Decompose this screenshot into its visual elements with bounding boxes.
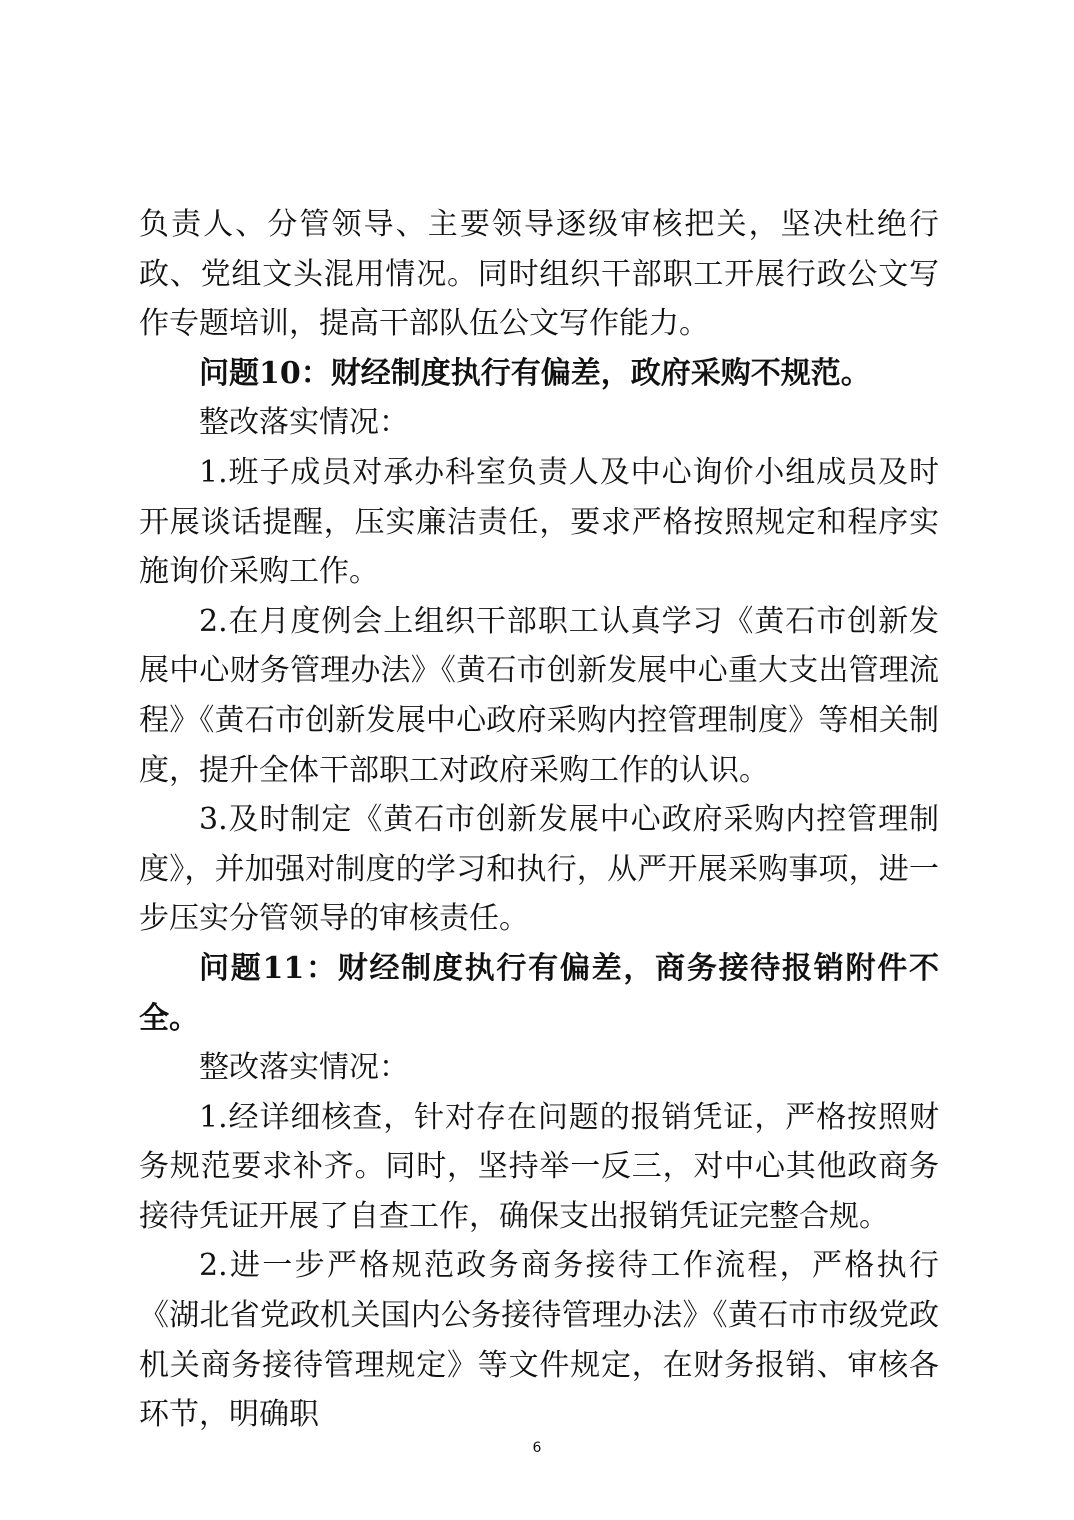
rectification-label: 整改落实情况： xyxy=(199,1050,409,1086)
document-body xyxy=(139,200,939,1440)
page-number: 6 xyxy=(532,1440,542,1456)
issue-10-heading: 问题10：财经制度执行有偏差，政府采购不规范。 xyxy=(199,355,871,391)
issue-10-item-2: 2.在月度例会上组织干部职工认真学习《黄石市创新发展中心财务管理办法》《黄石市创新发展中心重大支出管理流程》《黄石市创新发展中心政府采购内控管理制度》等相关制度，提升全体干部职工对政府采购工作的认识。 xyxy=(139,603,939,788)
rectification-label: 整改落实情况： xyxy=(199,405,409,441)
paragraph-continuation: 负责人、分管领导、主要领导逐级审核把关，坚决杜绝行政、党组文头混用情况。同时组织干部职工开展行政公文写作专题培训，提高干部队伍公文写作能力。 xyxy=(139,207,939,342)
issue-11-item-2: 2.进一步严格规范政务商务接待工作流程，严格执行《湖北省党政机关国内公务接待管理办法》《黄石市市级党政机关商务接待管理规定》等文件规定，在财务报销、审核各环节，明确职 xyxy=(139,1248,939,1433)
issue-11-heading: 问题11：财经制度执行有偏差，商务接待报销附件不全。 xyxy=(139,950,939,1036)
issue-10-item-1: 1.班子成员对承办科室负责人及中心询价小组成员及时开展谈话提醒，压实廉洁责任，要求严格按照规定和程序实施询价采购工作。 xyxy=(139,454,939,590)
issue-10-item-3: 3.及时制定《黄石市创新发展中心政府采购内控管理制度》，并加强对制度的学习和执行，从严开展采购事项，进一步压实分管领导的审核责任。 xyxy=(139,802,939,937)
issue-11-item-1: 1.经详细核查，针对存在问题的报销凭证，严格按照财务规范要求补齐。同时，坚持举一反三，对中心其他政商务接待凭证开展了自查工作，确保支出报销凭证完整合规。 xyxy=(139,1099,939,1234)
